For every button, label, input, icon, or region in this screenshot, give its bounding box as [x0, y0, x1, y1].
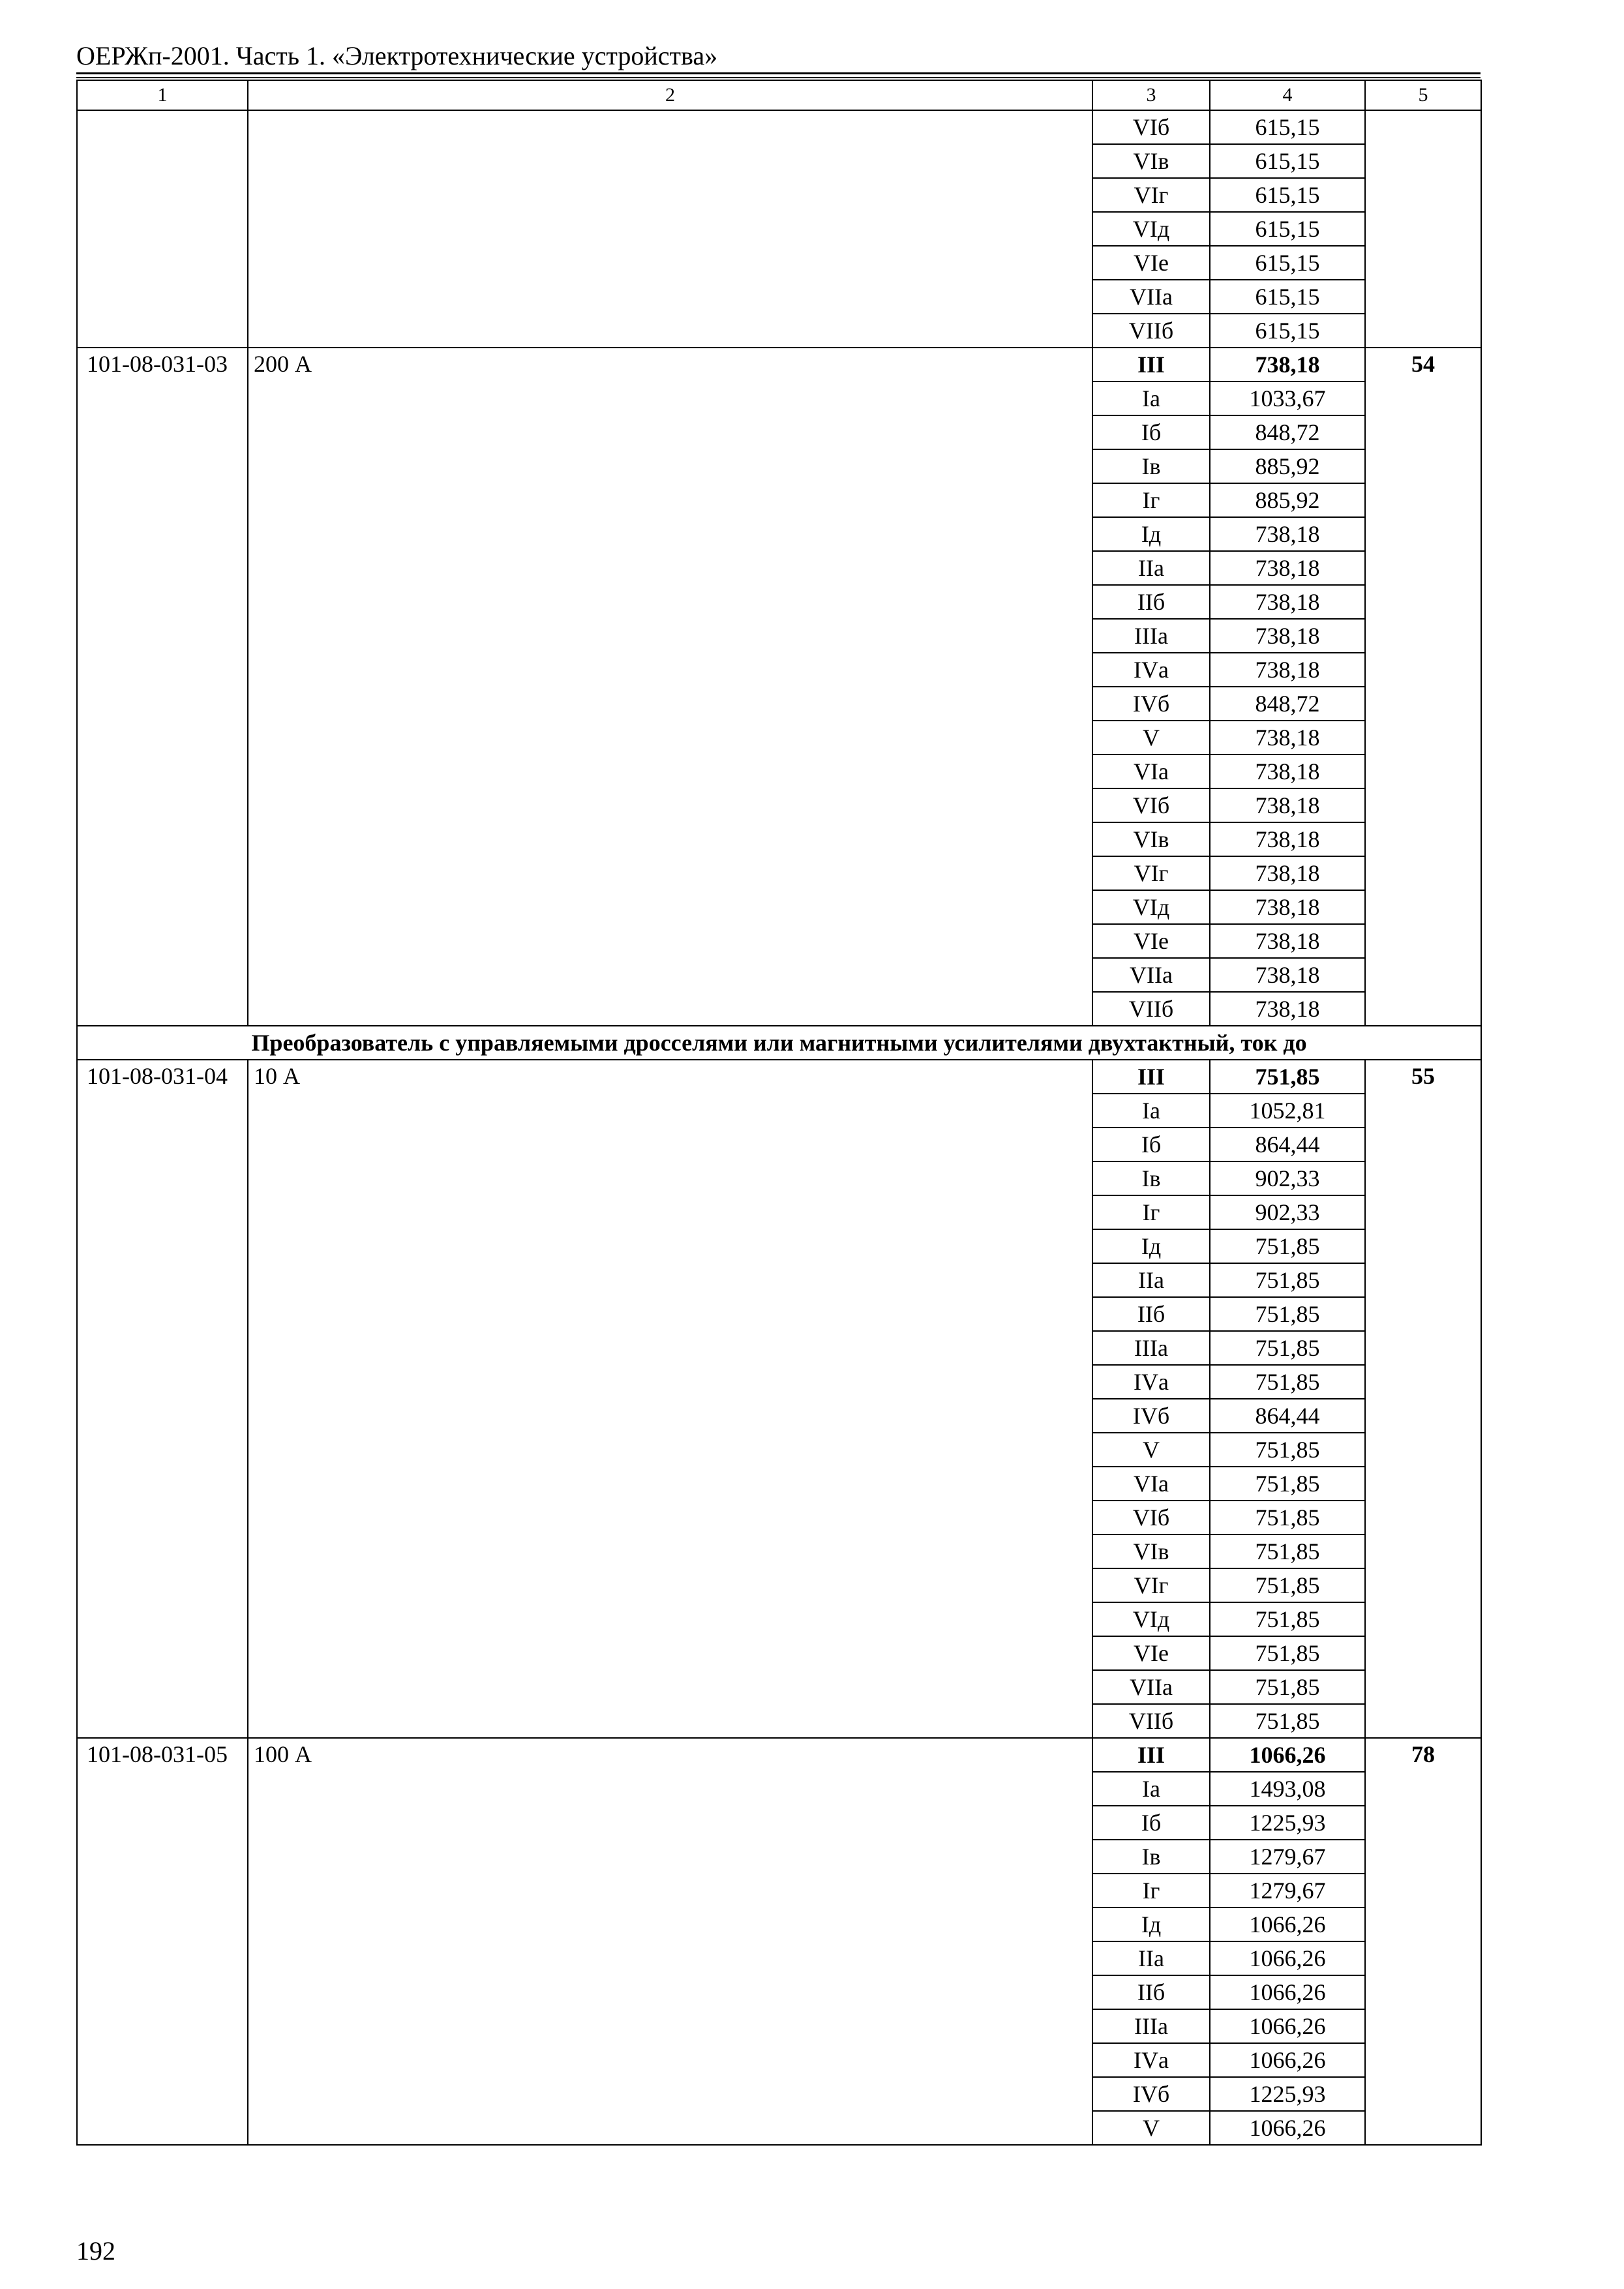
- rate-value-cell: 751,85: [1210, 1331, 1365, 1365]
- zone-cell: VIб: [1092, 110, 1210, 144]
- rate-value-cell: 751,85: [1210, 1229, 1365, 1263]
- rate-value-cell: 1225,93: [1210, 2077, 1365, 2111]
- rate-value-cell: 738,18: [1210, 517, 1365, 551]
- zone-cell: IVа: [1092, 1365, 1210, 1399]
- rate-value-cell: 738,18: [1210, 348, 1365, 382]
- code-cell: [77, 110, 248, 348]
- header-rule: [76, 72, 1481, 74]
- zone-cell: Iб: [1092, 1806, 1210, 1840]
- zone-cell: V: [1092, 721, 1210, 755]
- zone-cell: IIб: [1092, 1297, 1210, 1331]
- rate-value-cell: 738,18: [1210, 721, 1365, 755]
- zone-cell: IVа: [1092, 2043, 1210, 2077]
- rate-value-cell: 1066,26: [1210, 1941, 1365, 1975]
- zone-cell: IVб: [1092, 2077, 1210, 2111]
- zone-cell: VIг: [1092, 1568, 1210, 1602]
- zone-cell: IVб: [1092, 1399, 1210, 1433]
- description-cell: 200 А: [248, 348, 1092, 1026]
- zone-cell: VIв: [1092, 822, 1210, 856]
- rate-value-cell: 885,92: [1210, 483, 1365, 517]
- rate-value-cell: 1279,67: [1210, 1840, 1365, 1874]
- rate-value-cell: 738,18: [1210, 992, 1365, 1026]
- rate-value-cell: 902,33: [1210, 1195, 1365, 1229]
- zone-cell: V: [1092, 2111, 1210, 2145]
- rate-value-cell: 751,85: [1210, 1060, 1365, 1094]
- rate-value-cell: 1066,26: [1210, 2009, 1365, 2043]
- rate-value-cell: 885,92: [1210, 449, 1365, 483]
- code-cell: 101-08-031-04: [77, 1060, 248, 1738]
- rate-value-cell: 738,18: [1210, 788, 1365, 822]
- header-rule: [76, 77, 1481, 78]
- zone-cell: Iг: [1092, 483, 1210, 517]
- zone-cell: IIа: [1092, 1263, 1210, 1297]
- rate-value-cell: 1066,26: [1210, 2043, 1365, 2077]
- rate-value-cell: 751,85: [1210, 1433, 1365, 1467]
- zone-cell: VIIб: [1092, 992, 1210, 1026]
- page-header-title: ОЕРЖп-2001. Часть 1. «Электротехнические устройства»: [76, 41, 718, 70]
- zone-cell: VIIа: [1092, 958, 1210, 992]
- zone-cell: Iб: [1092, 1128, 1210, 1161]
- description-cell: 100 А: [248, 1738, 1092, 2145]
- zone-cell: Iа: [1092, 382, 1210, 415]
- rate-value-cell: 751,85: [1210, 1636, 1365, 1670]
- rate-row: [77, 1738, 1481, 1772]
- rate-value-cell: 751,85: [1210, 1602, 1365, 1636]
- col5-cell: 78: [1365, 1738, 1481, 2145]
- rate-value-cell: 738,18: [1210, 822, 1365, 856]
- section-heading-row: [77, 1026, 1481, 1060]
- zone-cell: IIIа: [1092, 1331, 1210, 1365]
- rate-value-cell: 738,18: [1210, 755, 1365, 788]
- rate-value-cell: 738,18: [1210, 856, 1365, 890]
- zone-cell: VIIб: [1092, 314, 1210, 348]
- rates-table-body: [77, 80, 1481, 2145]
- rate-value-cell: 1493,08: [1210, 1772, 1365, 1806]
- code-cell: 101-08-031-03: [77, 348, 248, 1026]
- zone-cell: IIIа: [1092, 619, 1210, 653]
- zone-cell: IVб: [1092, 687, 1210, 721]
- rate-value-cell: 615,15: [1210, 246, 1365, 280]
- zone-cell: VIе: [1092, 246, 1210, 280]
- rate-value-cell: 751,85: [1210, 1534, 1365, 1568]
- column-header: 4: [1210, 80, 1365, 110]
- zone-cell: VIг: [1092, 178, 1210, 212]
- zone-cell: Iа: [1092, 1772, 1210, 1806]
- rate-value-cell: 1066,26: [1210, 1738, 1365, 1772]
- rate-value-cell: 738,18: [1210, 585, 1365, 619]
- rate-value-cell: 1052,81: [1210, 1094, 1365, 1128]
- column-header: 5: [1365, 80, 1481, 110]
- page-number: 192: [76, 2236, 115, 2266]
- rate-value-cell: 738,18: [1210, 924, 1365, 958]
- rate-value-cell: 848,72: [1210, 687, 1365, 721]
- zone-cell: VIе: [1092, 1636, 1210, 1670]
- zone-cell: IVа: [1092, 653, 1210, 687]
- zone-cell: VIв: [1092, 1534, 1210, 1568]
- code-cell: 101-08-031-05: [77, 1738, 248, 2145]
- zone-cell: IIб: [1092, 585, 1210, 619]
- rate-value-cell: 615,15: [1210, 280, 1365, 314]
- zone-cell: IIб: [1092, 1975, 1210, 2009]
- zone-cell: VIв: [1092, 144, 1210, 178]
- description-cell: 10 А: [248, 1060, 1092, 1738]
- rate-row: [77, 1060, 1481, 1094]
- zone-cell: IIа: [1092, 1941, 1210, 1975]
- zone-cell: VIIа: [1092, 1670, 1210, 1704]
- rate-value-cell: 738,18: [1210, 653, 1365, 687]
- col5-cell: 54: [1365, 348, 1481, 1026]
- zone-cell: Iд: [1092, 1908, 1210, 1941]
- zone-cell: VIд: [1092, 212, 1210, 246]
- zone-cell: Iд: [1092, 1229, 1210, 1263]
- zone-cell: VIIа: [1092, 280, 1210, 314]
- rate-row: [77, 348, 1481, 382]
- zone-cell: V: [1092, 1433, 1210, 1467]
- rate-value-cell: 848,72: [1210, 415, 1365, 449]
- rate-value-cell: 751,85: [1210, 1297, 1365, 1331]
- rate-value-cell: 902,33: [1210, 1161, 1365, 1195]
- rate-value-cell: 1066,26: [1210, 1908, 1365, 1941]
- rate-value-cell: 738,18: [1210, 890, 1365, 924]
- column-header: 2: [248, 80, 1092, 110]
- zone-cell: VIIб: [1092, 1704, 1210, 1738]
- zone-cell: Iв: [1092, 1840, 1210, 1874]
- section-heading: Преобразователь с управляемыми дросселями или магнитными усилителями двухтактный, ток до: [77, 1026, 1481, 1060]
- zone-cell: Iв: [1092, 449, 1210, 483]
- zone-cell: III: [1092, 1060, 1210, 1094]
- zone-cell: VIд: [1092, 1602, 1210, 1636]
- zone-cell: VIб: [1092, 1501, 1210, 1534]
- rate-value-cell: 751,85: [1210, 1568, 1365, 1602]
- rate-value-cell: 1279,67: [1210, 1874, 1365, 1908]
- zone-cell: III: [1092, 1738, 1210, 1772]
- zone-cell: VIе: [1092, 924, 1210, 958]
- zone-cell: III: [1092, 348, 1210, 382]
- rate-value-cell: 615,15: [1210, 178, 1365, 212]
- column-header: 3: [1092, 80, 1210, 110]
- description-cell: [248, 110, 1092, 348]
- rate-value-cell: 738,18: [1210, 958, 1365, 992]
- zone-cell: Iб: [1092, 415, 1210, 449]
- rate-value-cell: 751,85: [1210, 1704, 1365, 1738]
- rate-value-cell: 751,85: [1210, 1670, 1365, 1704]
- zone-cell: IIа: [1092, 551, 1210, 585]
- zone-cell: IIIа: [1092, 2009, 1210, 2043]
- rate-value-cell: 1066,26: [1210, 2111, 1365, 2145]
- rate-value-cell: 751,85: [1210, 1365, 1365, 1399]
- rate-value-cell: 738,18: [1210, 551, 1365, 585]
- rate-value-cell: 751,85: [1210, 1501, 1365, 1534]
- rate-value-cell: 1066,26: [1210, 1975, 1365, 2009]
- rate-value-cell: 1225,93: [1210, 1806, 1365, 1840]
- zone-cell: Iг: [1092, 1195, 1210, 1229]
- zone-cell: VIд: [1092, 890, 1210, 924]
- rate-value-cell: 615,15: [1210, 314, 1365, 348]
- zone-cell: Iд: [1092, 517, 1210, 551]
- zone-cell: VIг: [1092, 856, 1210, 890]
- rates-table: [76, 80, 1482, 2146]
- zone-cell: Iв: [1092, 1161, 1210, 1195]
- col5-cell: 55: [1365, 1060, 1481, 1738]
- rate-value-cell: 615,15: [1210, 110, 1365, 144]
- zone-cell: VIа: [1092, 755, 1210, 788]
- column-header: 1: [77, 80, 248, 110]
- col5-cell: [1365, 110, 1481, 348]
- rate-value-cell: 615,15: [1210, 212, 1365, 246]
- zone-cell: VIа: [1092, 1467, 1210, 1501]
- table-header-row: [77, 80, 1481, 110]
- zone-cell: VIб: [1092, 788, 1210, 822]
- zone-cell: Iг: [1092, 1874, 1210, 1908]
- rate-value-cell: 751,85: [1210, 1263, 1365, 1297]
- rate-row: [77, 110, 1481, 144]
- rate-value-cell: 738,18: [1210, 619, 1365, 653]
- rate-value-cell: 864,44: [1210, 1128, 1365, 1161]
- rate-value-cell: 615,15: [1210, 144, 1365, 178]
- rate-value-cell: 751,85: [1210, 1467, 1365, 1501]
- rate-value-cell: 864,44: [1210, 1399, 1365, 1433]
- rate-value-cell: 1033,67: [1210, 382, 1365, 415]
- zone-cell: Iа: [1092, 1094, 1210, 1128]
